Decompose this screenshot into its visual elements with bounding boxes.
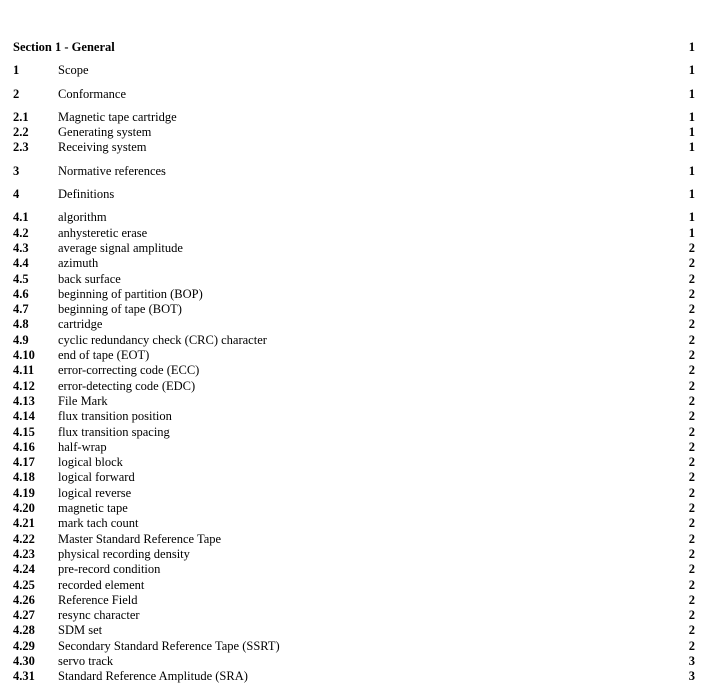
toc-entry-number: 4.14 (13, 409, 35, 424)
toc-entry-number: 4.13 (13, 393, 35, 408)
toc-entry-page-number: 2 (688, 546, 695, 561)
toc-entry (13, 241, 695, 256)
toc-entry (13, 623, 695, 638)
toc-entry-number: 4.28 (13, 623, 35, 638)
toc-entry-title: pre-record condition (58, 562, 161, 577)
toc-entry-title: cartridge (58, 317, 103, 332)
toc-entry-title: Master Standard Reference Tape (58, 531, 222, 546)
toc-entry-page-number: 2 (688, 592, 695, 607)
toc-entry-title: back surface (58, 271, 121, 286)
toc-entry-number: 4.7 (13, 302, 29, 317)
toc-entry-number: 4.15 (13, 424, 35, 439)
toc-entry-title: SDM set (58, 623, 103, 638)
toc-entry (13, 317, 695, 332)
toc-entry-page-number: 1 (688, 86, 695, 101)
toc-entry-number: 4.23 (13, 546, 35, 561)
toc-entry-title: magnetic tape (58, 501, 128, 516)
toc-entry (13, 302, 695, 317)
toc-entry-number: 4.24 (13, 562, 35, 577)
toc-entry-page-number: 3 (688, 669, 695, 684)
toc-entry (13, 654, 695, 669)
toc-entry-page-number: 3 (688, 653, 695, 668)
toc-entry-page-number: 2 (688, 348, 695, 363)
toc-entry (13, 287, 695, 302)
toc-entry (13, 516, 695, 531)
toc-entry-title: logical reverse (58, 485, 132, 500)
toc-entry-page-number: 2 (688, 516, 695, 531)
toc-entry-page-number: 1 (688, 225, 695, 240)
toc-entry-number: 4.6 (13, 286, 29, 301)
toc-entry (13, 639, 695, 654)
toc-entry-page-number: 2 (688, 393, 695, 408)
toc-entry-title: File Mark (58, 393, 108, 408)
toc-entry-title: servo track (58, 653, 114, 668)
toc-entry (13, 210, 695, 225)
toc-entry-title: logical forward (58, 470, 135, 485)
toc-entry (13, 409, 695, 424)
toc-entry-page-number: 2 (688, 424, 695, 439)
toc-entry (13, 164, 695, 179)
toc-entry (13, 125, 695, 140)
toc-entry (13, 348, 695, 363)
toc-entry-page-number: 1 (688, 109, 695, 124)
toc-entry-page-number: 1 (688, 40, 695, 54)
toc-entry-page-number: 2 (688, 577, 695, 592)
toc-entry-number: 3 (13, 163, 20, 178)
toc-entry-title: Magnetic tape cartridge (58, 109, 177, 124)
toc-entry-number: 4.10 (13, 348, 35, 363)
toc-entry (13, 187, 695, 202)
toc-entry-number: 4.30 (13, 653, 35, 668)
toc-entry (13, 226, 695, 241)
toc-entry-number: 4.16 (13, 439, 35, 454)
toc-entry-number: 4.20 (13, 501, 35, 516)
toc-entry-number: 4.25 (13, 577, 35, 592)
toc-entry-title: physical recording density (58, 546, 190, 561)
toc-entry-title: Secondary Standard Reference Tape (SSRT) (58, 638, 280, 653)
toc-entry-number: 4.4 (13, 256, 29, 271)
toc-entry-title: Section 1 - General (13, 40, 115, 54)
toc-entry-page-number: 2 (688, 638, 695, 653)
toc-entry-page-number: 2 (688, 562, 695, 577)
toc-entry (13, 110, 695, 125)
toc-entry-title: anhysteretic erase (58, 225, 148, 240)
toc-entry-page-number: 2 (688, 256, 695, 271)
toc-entry-number: 4.12 (13, 378, 35, 393)
toc-entry-page-number: 2 (688, 302, 695, 317)
toc-entry-page-number: 1 (688, 210, 695, 225)
toc-entry-page-number: 1 (688, 63, 695, 78)
toc-entry-page-number: 2 (688, 363, 695, 378)
toc-entry-page-number: 2 (688, 271, 695, 286)
toc-entry-number: 4.21 (13, 516, 35, 531)
toc-entry-title: error-correcting code (ECC) (58, 363, 200, 378)
toc-entry-page-number: 2 (688, 455, 695, 470)
toc-entry-number: 2.2 (13, 125, 29, 140)
toc-entry-page-number: 2 (688, 439, 695, 454)
toc-entry-title: mark tach count (58, 516, 139, 531)
toc-entry-number: 4.3 (13, 240, 29, 255)
toc-entry (13, 455, 695, 470)
toc-entry (13, 562, 695, 577)
toc-entry (13, 486, 695, 501)
toc-entry-page-number: 1 (688, 125, 695, 140)
toc-entry (13, 87, 695, 102)
toc-entry-page-number: 2 (688, 470, 695, 485)
toc-entry-title: logical block (58, 455, 123, 470)
toc-entry (13, 425, 695, 440)
toc-entry (13, 547, 695, 562)
toc-entry-number: 1 (13, 63, 20, 78)
toc-entry-title: resync character (58, 608, 140, 623)
toc-entry-number: 4.26 (13, 592, 35, 607)
toc-entry-page-number: 1 (688, 140, 695, 155)
toc-entry-number: 4.31 (13, 669, 35, 684)
toc-entry (13, 140, 695, 155)
toc-entry-number: 4.1 (13, 210, 29, 225)
toc-entry (13, 333, 695, 348)
toc-entry (13, 272, 695, 287)
toc-entry-number: 2.1 (13, 109, 29, 124)
toc-entry-page-number: 2 (688, 623, 695, 638)
toc-entry-title: Generating system (58, 125, 152, 140)
toc-entry-title: cyclic redundancy check (CRC) character (58, 332, 267, 347)
toc-entry-title: flux transition position (58, 409, 172, 424)
toc-entry-page-number: 2 (688, 378, 695, 393)
toc-entry-page-number: 2 (688, 485, 695, 500)
toc-entry-title: error-detecting code (EDC) (58, 378, 196, 393)
toc-entry (13, 608, 695, 623)
toc-entry-page-number: 2 (688, 608, 695, 623)
toc-entry (13, 532, 695, 547)
toc-entry-number: 4.8 (13, 317, 29, 332)
toc-entry (13, 379, 695, 394)
toc-entry-title: half-wrap (58, 439, 107, 454)
toc-entry-number: 4.19 (13, 485, 35, 500)
toc-entry-number: 4.2 (13, 225, 29, 240)
table-of-contents (13, 40, 695, 685)
toc-entry (13, 669, 695, 684)
toc-entry-number: 4.29 (13, 638, 35, 653)
toc-entry-number: 4.22 (13, 531, 35, 546)
toc-entry (13, 394, 695, 409)
toc-entry-number: 4.9 (13, 332, 29, 347)
toc-entry-title: recorded element (58, 577, 145, 592)
toc-entry-title: azimuth (58, 256, 99, 271)
toc-entry-number: 4.11 (13, 363, 35, 378)
toc-entry-page-number: 2 (688, 240, 695, 255)
toc-entry (13, 470, 695, 485)
toc-entry-title: Normative references (58, 163, 166, 178)
toc-entry-page-number: 2 (688, 317, 695, 332)
toc-entry-title: Conformance (58, 86, 127, 101)
toc-entry (13, 256, 695, 271)
toc-entry-title: beginning of tape (BOT) (58, 302, 182, 317)
toc-entry (13, 593, 695, 608)
toc-entry-title: Definitions (58, 187, 115, 202)
toc-entry-title: Reference Field (58, 592, 138, 607)
toc-entry-number: 4.18 (13, 470, 35, 485)
toc-entry (13, 363, 695, 378)
toc-entry-title: algorithm (58, 210, 107, 225)
toc-entry-number: 2 (13, 86, 20, 101)
toc-entry-page-number: 2 (688, 286, 695, 301)
toc-entry-number: 2.3 (13, 140, 29, 155)
toc-entry-title: flux transition spacing (58, 424, 170, 439)
toc-entry (13, 40, 695, 55)
toc-entry (13, 501, 695, 516)
toc-entry-title: Scope (58, 63, 89, 78)
toc-entry-title: beginning of partition (BOP) (58, 286, 203, 301)
toc-entry (13, 63, 695, 78)
toc-entry-page-number: 2 (688, 501, 695, 516)
toc-entry-number: 4.5 (13, 271, 29, 286)
toc-entry-title: end of tape (EOT) (58, 348, 150, 363)
toc-entry-title: Standard Reference Amplitude (SRA) (58, 669, 248, 684)
toc-entry-page-number: 1 (688, 187, 695, 202)
toc-entry-number: 4.17 (13, 455, 35, 470)
toc-entry-page-number: 2 (688, 531, 695, 546)
toc-entry-number: 4.27 (13, 608, 35, 623)
toc-entry-page-number: 2 (688, 409, 695, 424)
toc-entry (13, 578, 695, 593)
toc-entry-title: Receiving system (58, 140, 147, 155)
toc-entry-title: average signal amplitude (58, 240, 183, 255)
toc-entry-page-number: 2 (688, 332, 695, 347)
toc-entry (13, 440, 695, 455)
toc-entry-number: 4 (13, 187, 20, 202)
toc-entry-page-number: 1 (688, 163, 695, 178)
